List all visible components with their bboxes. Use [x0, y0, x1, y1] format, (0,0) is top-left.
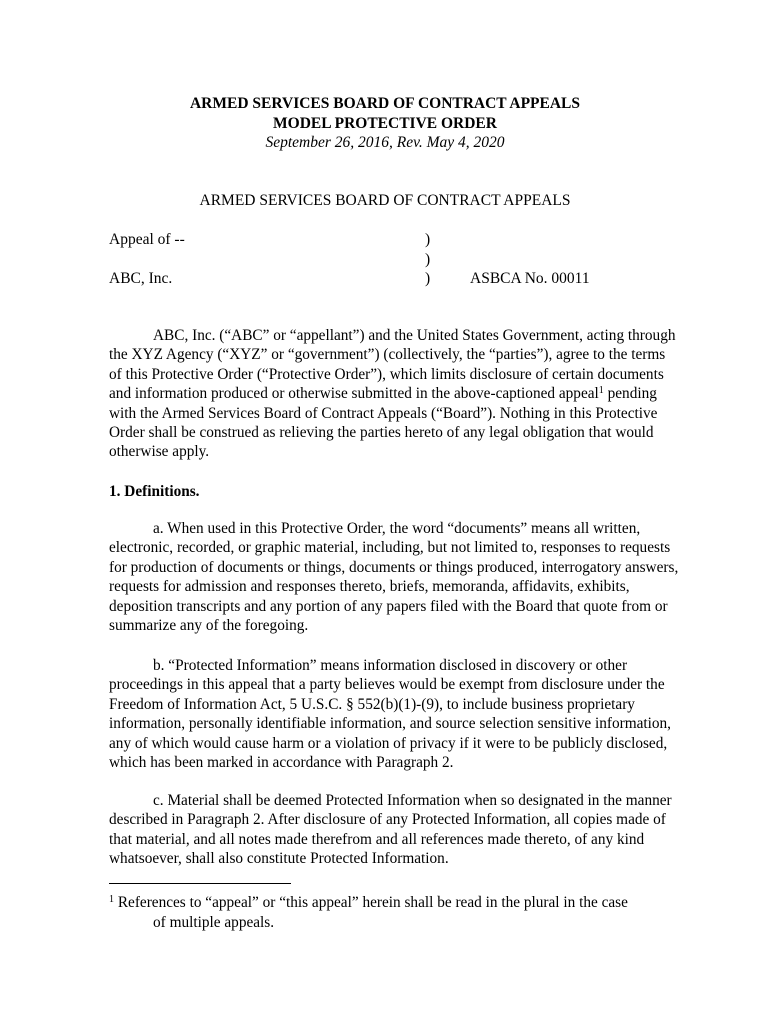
- footnote-line-1: [109, 893, 681, 913]
- footnote-text-2: of multiple appeals.: [153, 914, 275, 931]
- footnote-separator: [109, 883, 291, 884]
- caption-paren-1: ): [425, 231, 431, 248]
- caption-paren-2: ): [425, 251, 431, 268]
- definition-paragraph-c: [109, 791, 681, 869]
- footnote-reference: 1: [598, 385, 604, 397]
- footnote-text-1: References to “appeal” or “this appeal” herein shall be read in the plural in the case: [114, 894, 628, 911]
- intro-paragraph: [109, 326, 681, 462]
- board-name: ARMED SERVICES BOARD OF CONTRACT APPEALS: [199, 192, 571, 209]
- caption-case-number: ASBCA No. 00011: [470, 270, 590, 287]
- definition-paragraph-a: [109, 519, 681, 635]
- definition-paragraph-b: [109, 656, 681, 772]
- intro-text-2: pending with the Armed Services Board of Contract Appeals (“Board”). Nothing in this Protective Order shall be construed as relieving the parties hereto of any legal obligation that would otherwise apply.: [109, 385, 658, 461]
- definition-a-text: a. When used in this Protective Order, the word “documents” means all written, electronic, recorded, or graphic material, including, but not limited to, responses to requests for production of documents or things, documents or things produced, interrogatory answers, requests for admission and responses thereto, briefs, memoranda, affidavits, exhibits, deposition transcripts and any portion of any papers filed with the Board that quote from or summarize any of the foregoing.: [109, 520, 679, 635]
- title-line-2: MODEL PROTECTIVE ORDER: [273, 115, 497, 132]
- caption-party: ABC, Inc.: [109, 270, 173, 287]
- title-date: September 26, 2016, Rev. May 4, 2020: [265, 134, 505, 151]
- footnote-number: 1: [109, 894, 114, 905]
- footnote: [109, 893, 681, 933]
- intro-text-1: ABC, Inc. (“ABC” or “appellant”) and the United States Government, acting through the XYZ Agency (“XYZ” or “government”) (collectively, the “parties”), agree to the terms of this Protective Order (“Protective Order”), which limits disclosure of certain documents and information produced or otherwise submitted in the above-captioned appeal: [109, 327, 676, 403]
- definition-b-text: b. “Protected Information” means information disclosed in discovery or other proceedings in this appeal that a party believes would be exempt from disclosure under the Freedom of Information Act, 5 U.S.C. § 552(b)(1)-(9), to include business proprietary information, personally identifiable information, and source selection sensitive information, any of which would cause harm or a violation of privacy if it were to be publicly disclosed, which has been marked in accordance with Paragraph 2.: [109, 657, 672, 772]
- section-heading-definitions: 1. Definitions.: [109, 483, 200, 500]
- caption-appeal-of: Appeal of --: [109, 231, 185, 248]
- title-line-1: ARMED SERVICES BOARD OF CONTRACT APPEALS: [189, 95, 581, 112]
- definition-c-text: c. Material shall be deemed Protected Information when so designated in the manner described in Paragraph 2. After disclosure of any Protected Information, all copies made of that material, and all notes made therefrom and all references made thereto, of any kind whatsoever, shall also constitute Protected Information.: [109, 792, 672, 868]
- caption-paren-3: ): [425, 270, 431, 287]
